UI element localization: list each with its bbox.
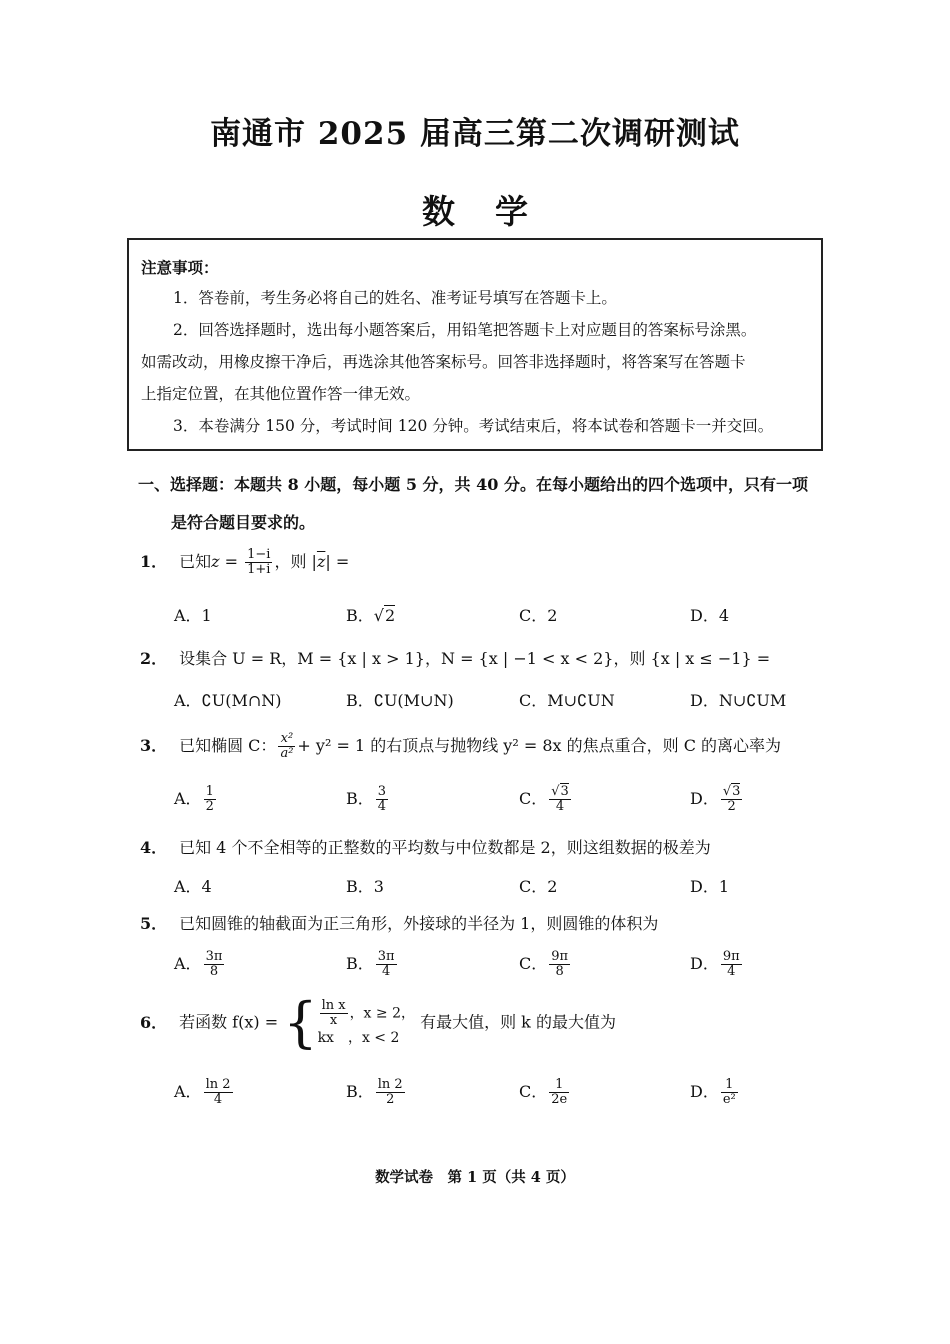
option-b[interactable]: B．3: [346, 877, 384, 896]
question-5-options: [174, 950, 854, 980]
fraction: $\frac{\text{x²}}{\text{a²}}$: [280, 731, 294, 761]
notice-item-2-cont2: 上指定位置，在其他位置作答一律无效。: [141, 385, 421, 403]
section-heading: [138, 466, 838, 542]
option-b[interactable]: B． $\frac{3}{4}$: [346, 784, 387, 814]
option-a[interactable]: A． $\frac{1}{2}$: [174, 784, 214, 814]
notice-heading: 注意事项：: [141, 258, 219, 277]
option-c[interactable]: C．M∪∁UN: [519, 691, 615, 710]
option-d[interactable]: D． $\frac{1}{\text{e²}}$: [690, 1077, 736, 1107]
piecewise-function: { $\frac{\text{ln x}}{x}$ ，x ≥ 2， kx ，x < 2: [283, 991, 415, 1054]
option-d[interactable]: D． $\frac{9\pi}{4}$: [690, 949, 740, 979]
question-4-options: [174, 874, 854, 904]
question-1: 1． 已知z = $\frac{1-i}{1+i}$ ，则 $|\overline{z}|$ =: [140, 547, 350, 577]
notice-item-2: 2．回答选择题时，选出每小题答案后，用铅笔把答题卡上对应题目的答案标号涂黑。: [173, 321, 757, 339]
option-a[interactable]: A．1: [174, 606, 212, 625]
subject-title: 数学: [422, 192, 568, 231]
question-number: 2．: [140, 649, 168, 668]
option-c[interactable]: C． $\frac{√3}{4}$: [519, 784, 569, 814]
question-5: [140, 911, 658, 934]
z-conjugate: $\overline{z}$: [316, 552, 326, 571]
question-6-options: [174, 1078, 854, 1108]
question-number: 5．: [140, 914, 168, 933]
option-c[interactable]: C． $\frac{1}{2e}$: [519, 1077, 568, 1107]
question-number: 6．: [140, 1012, 168, 1032]
fraction: $\frac{1-i}{1+i}$: [247, 547, 271, 577]
option-b[interactable]: B．√2: [346, 606, 396, 625]
page-footer: 数学试卷 第 1 页（共 4 页）: [375, 1169, 575, 1186]
question-number: 4．: [140, 838, 168, 857]
option-a[interactable]: A．4: [174, 877, 212, 896]
question-text: 已知 4 个不全相等的正整数的平均数与中位数都是 2，则这组数据的极差为: [179, 838, 711, 857]
option-d[interactable]: D． $\frac{√3}{2}$: [690, 784, 741, 814]
notice-item-2-cont: 如需改动，用橡皮擦干净后，再选涂其他答案标号。回答非选择题时，将答案写在答题卡: [141, 353, 746, 371]
question-4: [140, 835, 711, 858]
question-text: 已知圆锥的轴截面为正三角形，外接球的半径为 1，则圆锥的体积为: [179, 914, 659, 933]
question-number: 3．: [140, 736, 168, 755]
option-d[interactable]: D．1: [690, 877, 730, 896]
question-text: 设集合 U = R，M = {x | x > 1}，N = {x | −1 < x < 2}，则 {x | x ≤ −1} =: [179, 649, 771, 668]
question-1-options: [174, 603, 854, 633]
notice-box: [127, 238, 823, 451]
exam-title: 南通市 2025 届高三第二次调研测试: [210, 116, 740, 152]
option-b[interactable]: B． $\frac{\ln 2}{2}$: [346, 1077, 403, 1107]
option-a[interactable]: A． $\frac{3\pi}{8}$: [174, 949, 223, 979]
question-number: 1．: [140, 552, 168, 571]
option-c[interactable]: C．2: [519, 606, 558, 625]
question-3-options: [174, 785, 854, 815]
question-6: 6． 若函数 f(x) = { $\frac{\text{ln x}}{x}$ ，x ≥ 2， kx ，x < 2 有最大值，则 k 的最大值为: [140, 991, 616, 1054]
section-line-2: 是符合题目要求的。: [171, 513, 316, 532]
option-a[interactable]: A． $\frac{\ln 2}{4}$: [174, 1077, 231, 1107]
option-d[interactable]: D．4: [690, 606, 730, 625]
question-2-options: [174, 688, 854, 718]
option-c[interactable]: C．2: [519, 877, 558, 896]
option-a[interactable]: A．∁U(M∩N): [174, 691, 282, 710]
option-b[interactable]: B．∁U(M∪N): [346, 691, 454, 710]
notice-item-3: 3．本卷满分 150 分，考试时间 120 分钟。考试结束后，将本试卷和答题卡一并交回。: [173, 417, 774, 435]
section-line-1: 一、选择题：本题共 8 小题，每小题 5 分，共 40 分。在每小题给出的四个选项中，只有一项: [138, 475, 808, 494]
notice-item-1: 1．答卷前，考生务必将自己的姓名、准考证号填写在答题卡上。: [173, 289, 617, 307]
question-3: 3． 已知椭圆 C： $\frac{\text{x²}}{\text{a²}}$ + y² = 1 的右顶点与抛物线 y² = 8x 的焦点重合，则 C 的离心率为: [140, 731, 782, 761]
question-2: [140, 646, 770, 669]
option-b[interactable]: B． $\frac{3\pi}{4}$: [346, 949, 395, 979]
option-d[interactable]: D．N∪∁UM: [690, 691, 787, 710]
option-c[interactable]: C． $\frac{9\pi}{8}$: [519, 949, 569, 979]
